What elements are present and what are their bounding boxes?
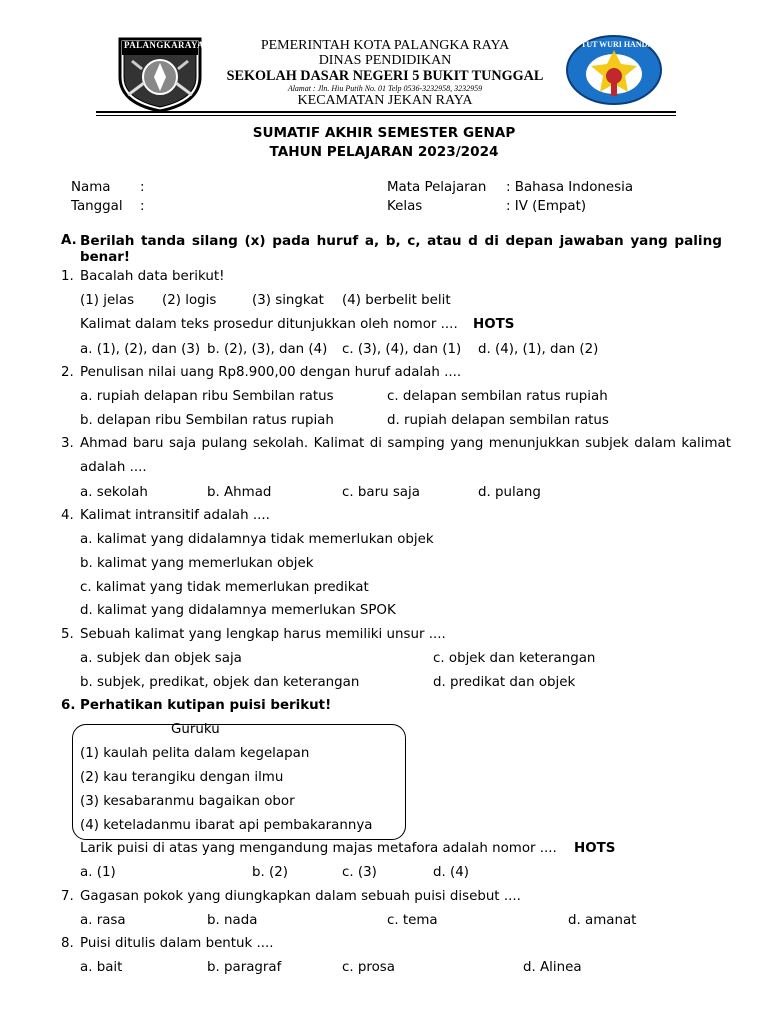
header-school: SEKOLAH DASAR NEGERI 5 BUKIT TUNGGAL: [226, 68, 544, 84]
q3-option-b[interactable]: b. Ahmad: [207, 485, 272, 500]
header-gov: PEMERINTAH KOTA PALANGKA RAYA: [260, 38, 510, 53]
q1-text: Bacalah data berikut!: [80, 269, 225, 284]
poem-title: Guruku: [171, 722, 220, 737]
q7-option-a[interactable]: a. rasa: [80, 913, 126, 928]
q1-option-d[interactable]: d. (4), (1), dan (2): [478, 342, 599, 357]
q6-number: 6.: [61, 698, 76, 713]
header-address: Alamat : Jln. Hiu Putih No. 01 Telp 0536-3232958, 3232959: [287, 84, 483, 93]
q5-option-a[interactable]: a. subjek dan objek saja: [80, 651, 242, 666]
kelas-value: : IV (Empat): [506, 199, 587, 214]
q5-option-d[interactable]: d. predikat dan objek: [433, 675, 576, 690]
mapel-value: : Bahasa Indonesia: [506, 180, 634, 195]
section-a-instruction-2: benar!: [80, 250, 130, 265]
header-district: KECAMATAN JEKAN RAYA: [297, 93, 473, 108]
nama-label: Nama: [71, 180, 111, 195]
header-dept: DINAS PENDIDIKAN: [318, 53, 452, 68]
q5-option-b[interactable]: b. subjek, predikat, objek dan keterangan: [80, 675, 360, 690]
q1-option-b[interactable]: b. (2), (3), dan (4): [207, 342, 328, 357]
header-divider-thin: [96, 115, 676, 116]
q7-option-c[interactable]: c. tema: [387, 913, 438, 928]
q5-option-c[interactable]: c. objek dan keterangan: [433, 651, 596, 666]
mapel-label: Mata Pelajaran: [387, 180, 487, 195]
q4-option-b[interactable]: b. kalimat yang memerlukan objek: [80, 556, 314, 571]
tut-wuri-handayani-logo: [565, 34, 673, 106]
q3-option-a[interactable]: a. sekolah: [80, 485, 148, 500]
q1-option-a[interactable]: a. (1), (2), dan (3): [80, 342, 201, 357]
q1-item: (1) jelas: [80, 293, 135, 308]
tanggal-colon: :: [140, 199, 145, 214]
kelas-label: Kelas: [387, 199, 423, 214]
section-a-instruction-1: Berilah tanda silang (x) pada huruf a, b, c, atau d di depan jawaban yang paling: [80, 233, 722, 249]
section-a-letter: A.: [61, 233, 77, 248]
q7-text: Gagasan pokok yang diungkapkan dalam sebuah puisi disebut ....: [80, 889, 521, 904]
poem-line: (1) kaulah pelita dalam kegelapan: [80, 746, 310, 761]
q8-option-d[interactable]: d. Alinea: [523, 960, 582, 975]
q3-text-2: adalah ....: [80, 460, 147, 475]
q5-text: Sebuah kalimat yang lengkap harus memiliki unsur ....: [80, 627, 446, 642]
poem-line: (2) kau terangiku dengan ilmu: [80, 770, 284, 785]
q1-hots-badge: HOTS: [473, 317, 515, 332]
q7-option-b[interactable]: b. nada: [207, 913, 258, 928]
right-logo-text: TUT WURI HANDAYANI: [581, 40, 673, 49]
q1-stem: Kalimat dalam teks prosedur ditunjukkan oleh nomor ....: [80, 317, 458, 332]
q1-item: (2) logis: [162, 293, 217, 308]
q2-option-b[interactable]: b. delapan ribu Sembilan ratus rupiah: [80, 413, 334, 428]
q1-item: (3) singkat: [252, 293, 324, 308]
q1-number: 1.: [61, 269, 74, 284]
q6-option-c[interactable]: c. (3): [342, 865, 377, 880]
q3-text-1: Ahmad baru saja pulang sekolah. Kalimat di samping yang menunjukkan subjek dalam kalimat: [80, 436, 731, 451]
poem-line: (4) keteladanmu ibarat api pembakarannya: [80, 818, 373, 833]
exam-year: TAHUN PELAJARAN 2023/2024: [269, 144, 499, 160]
q6-text: Perhatikan kutipan puisi berikut!: [80, 698, 332, 713]
poem-line: (3) kesabaranmu bagaikan obor: [80, 794, 295, 809]
q1-option-c[interactable]: c. (3), (4), dan (1): [342, 342, 462, 357]
palangkaraya-logo: [114, 33, 206, 113]
q8-text: Puisi ditulis dalam bentuk ....: [80, 936, 274, 951]
q6-option-a[interactable]: a. (1): [80, 865, 116, 880]
q2-option-c[interactable]: c. delapan sembilan ratus rupiah: [387, 389, 608, 404]
nama-colon: :: [140, 180, 145, 195]
q8-option-c[interactable]: c. prosa: [342, 960, 395, 975]
tanggal-label: Tanggal: [71, 199, 123, 214]
q3-option-c[interactable]: c. baru saja: [342, 485, 420, 500]
q8-number: 8.: [61, 936, 74, 951]
q6-stem: Larik puisi di atas yang mengandung majas metafora adalah nomor ....: [80, 841, 557, 856]
q8-option-b[interactable]: b. paragraf: [207, 960, 282, 975]
q3-option-d[interactable]: d. pulang: [478, 485, 541, 500]
q4-option-c[interactable]: c. kalimat yang tidak memerlukan predikat: [80, 580, 369, 595]
q4-text: Kalimat intransitif adalah ....: [80, 508, 270, 523]
q6-option-b[interactable]: b. (2): [252, 865, 288, 880]
q4-option-d[interactable]: d. kalimat yang didalamnya memerlukan SPOK: [80, 603, 396, 618]
q1-item: (4) berbelit belit: [342, 293, 451, 308]
q5-number: 5.: [61, 627, 74, 642]
q2-text: Penulisan nilai uang Rp8.900,00 dengan huruf adalah ....: [80, 365, 462, 380]
q2-number: 2.: [61, 365, 74, 380]
header-divider-thick: [96, 111, 676, 113]
q3-number: 3.: [61, 436, 74, 451]
exam-title: SUMATIF AKHIR SEMESTER GENAP: [252, 125, 516, 141]
q4-option-a[interactable]: a. kalimat yang didalamnya tidak memerlukan objek: [80, 532, 434, 547]
q6-hots-badge: HOTS: [574, 841, 616, 856]
q6-option-d[interactable]: d. (4): [433, 865, 469, 880]
q7-option-d[interactable]: d. amanat: [568, 913, 637, 928]
q7-number: 7.: [61, 889, 74, 904]
q2-option-d[interactable]: d. rupiah delapan sembilan ratus: [387, 413, 609, 428]
q4-number: 4.: [61, 508, 74, 523]
q2-option-a[interactable]: a. rupiah delapan ribu Sembilan ratus: [80, 389, 334, 404]
left-logo-text: PALANGKARAYA: [124, 40, 204, 50]
q8-option-a[interactable]: a. bait: [80, 960, 123, 975]
